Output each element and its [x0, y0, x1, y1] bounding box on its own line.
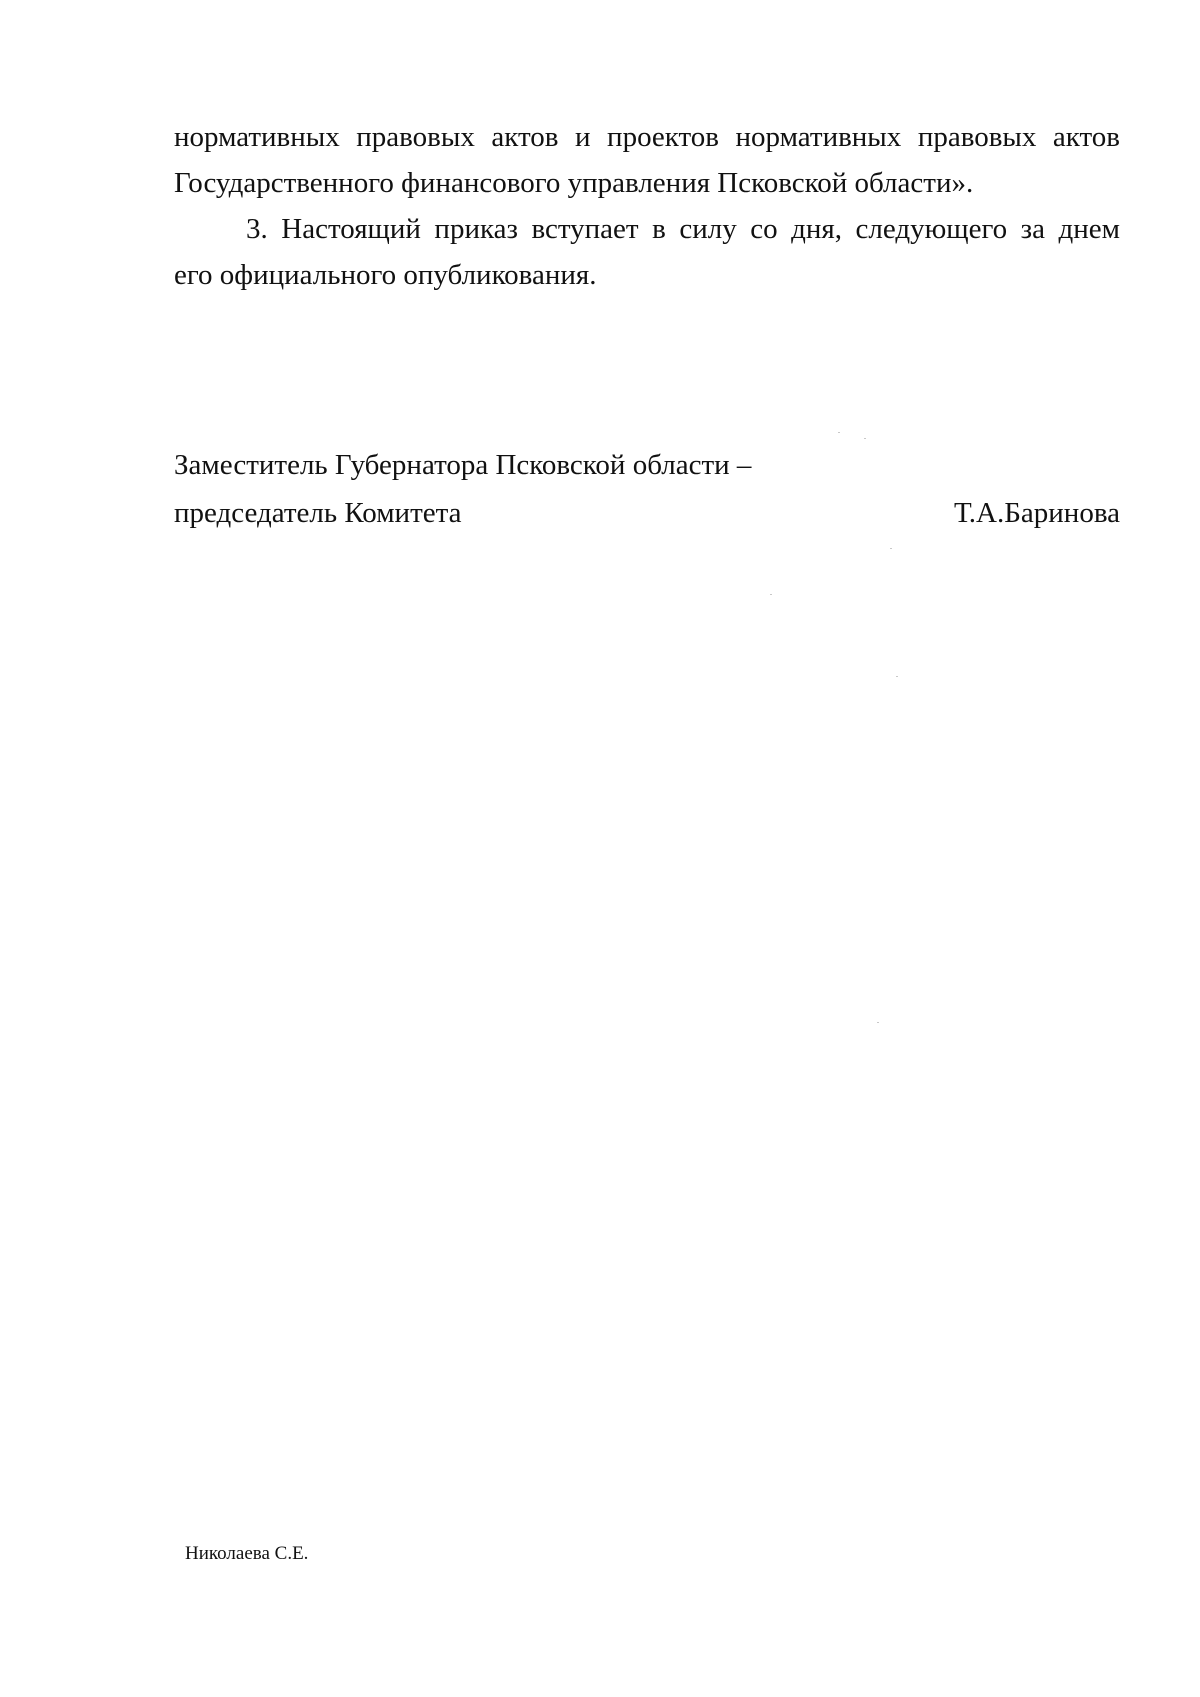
paragraph-continuation — [174, 114, 1120, 206]
scan-speck — [877, 1022, 879, 1023]
scan-speck — [838, 432, 840, 433]
scan-speck — [890, 548, 892, 549]
scan-speck — [896, 676, 898, 677]
scan-speck — [770, 594, 772, 595]
signer-position-line: Заместитель Губернатора Псковской области – — [174, 449, 752, 481]
document-body — [174, 114, 1120, 298]
signature-row — [174, 489, 1120, 537]
signature-block — [174, 441, 1120, 537]
text-line: Государственного финансового управления Псковской области». — [174, 167, 974, 199]
scan-speck — [864, 438, 866, 439]
text-line: 3. Настоящий приказ вступает в силу со дня, следующего за днем — [246, 213, 1120, 245]
text-line: нормативных правовых актов и проектов нормативных правовых актов — [174, 121, 1120, 153]
executor-name: Николаева С.Е. — [185, 1543, 309, 1564]
signer-name: Т.А.Баринова — [954, 497, 1120, 529]
paragraph-3 — [174, 206, 1120, 298]
text-line: его официального опубликования. — [174, 259, 597, 291]
signer-position-line: председатель Комитета — [174, 497, 462, 529]
